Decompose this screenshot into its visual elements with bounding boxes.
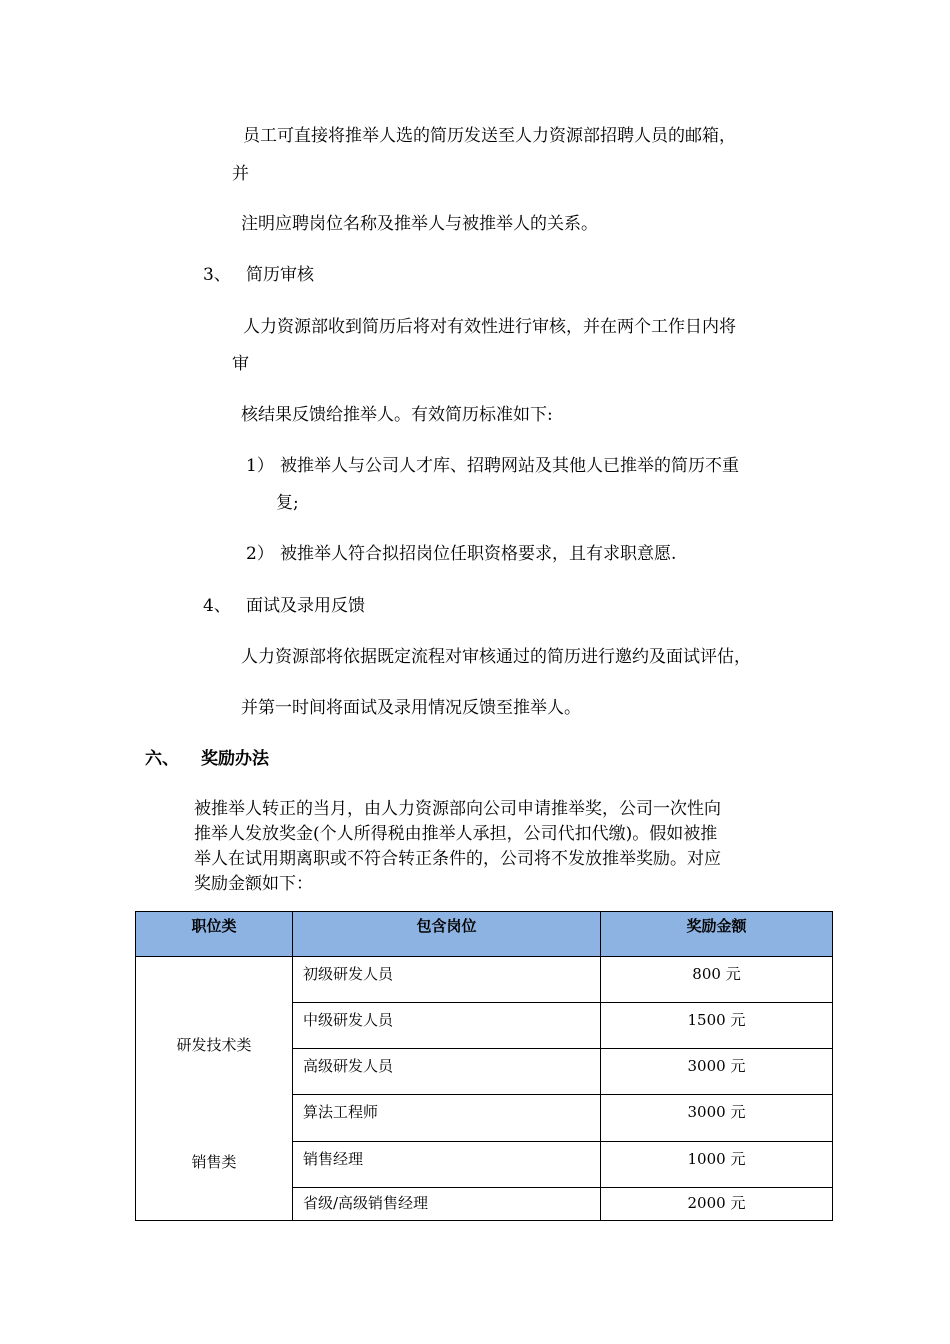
paragraph-line: 并	[232, 164, 249, 184]
list-item-number: 2）	[246, 544, 274, 564]
paragraph-line: 人力资源部收到简历后将对有效性进行审核，并在两个工作日内将	[243, 317, 736, 337]
paragraph-line: 推举人发放奖金(个人所得税由推举人承担，公司代扣代缴)。假如被推	[194, 824, 718, 844]
list-item-number: 1）	[246, 456, 274, 476]
reward-table	[135, 911, 833, 1221]
section-title: 奖励办法	[201, 749, 269, 769]
table-header-row	[136, 912, 833, 957]
position-cell: 高级研发人员	[293, 1049, 601, 1095]
position-cell: 销售经理	[293, 1142, 601, 1188]
list-item-text: 复;	[276, 493, 299, 513]
amount-cell: 1500 元	[601, 1003, 833, 1049]
category-label: 销售类	[191, 1153, 237, 1172]
paragraph-line: 人力资源部将依据既定流程对审核通过的简历进行邀约及面试评估，	[241, 647, 751, 667]
position-cell: 算法工程师	[293, 1095, 601, 1142]
paragraph-line: 被推举人转正的当月，由人力资源部向公司申请推举奖，公司一次性向	[194, 799, 721, 819]
amount-cell: 3000 元	[601, 1095, 833, 1142]
category-label: 研发技术类	[176, 1035, 252, 1054]
step-title: 面试及录用反馈	[246, 596, 365, 616]
paragraph-line: 注明应聘岗位名称及推举人与被推举人的关系。	[241, 214, 598, 234]
category-cell	[136, 957, 293, 1142]
step-number: 4、	[203, 596, 231, 616]
category-cell	[136, 1142, 293, 1221]
amount-cell: 2000 元	[601, 1188, 833, 1221]
paragraph-line: 核结果反馈给推举人。有效简历标准如下:	[241, 405, 553, 425]
section-number: 六、	[145, 749, 179, 769]
position-cell: 中级研发人员	[293, 1003, 601, 1049]
amount-cell: 1000 元	[601, 1142, 833, 1188]
header-cell: 包含岗位	[293, 912, 601, 957]
paragraph-line: 奖励金额如下：	[194, 874, 313, 894]
paragraph-line: 并第一时间将面试及录用情况反馈至推举人。	[241, 698, 581, 718]
header-cell: 奖励金额	[601, 912, 833, 957]
list-item-text: 被推举人符合拟招岗位任职资格要求，且有求职意愿.	[280, 544, 677, 564]
position-cell: 省级/高级销售经理	[293, 1188, 601, 1221]
step-number: 3、	[203, 265, 231, 285]
table-row	[136, 1142, 833, 1188]
table-row	[136, 957, 833, 1003]
amount-cell: 800 元	[601, 957, 833, 1003]
list-item-text: 被推举人与公司人才库、招聘网站及其他人已推举的简历不重	[280, 456, 739, 476]
paragraph-line: 举人在试用期离职或不符合转正条件的，公司将不发放推举奖励。对应	[194, 849, 721, 869]
step-title: 简历审核	[246, 265, 314, 285]
amount-cell: 3000 元	[601, 1049, 833, 1095]
header-cell: 职位类	[136, 912, 293, 957]
paragraph-line: 员工可直接将推举人选的简历发送至人力资源部招聘人员的邮箱，	[243, 126, 736, 146]
paragraph-line: 审	[232, 354, 249, 374]
position-cell: 初级研发人员	[293, 957, 601, 1003]
